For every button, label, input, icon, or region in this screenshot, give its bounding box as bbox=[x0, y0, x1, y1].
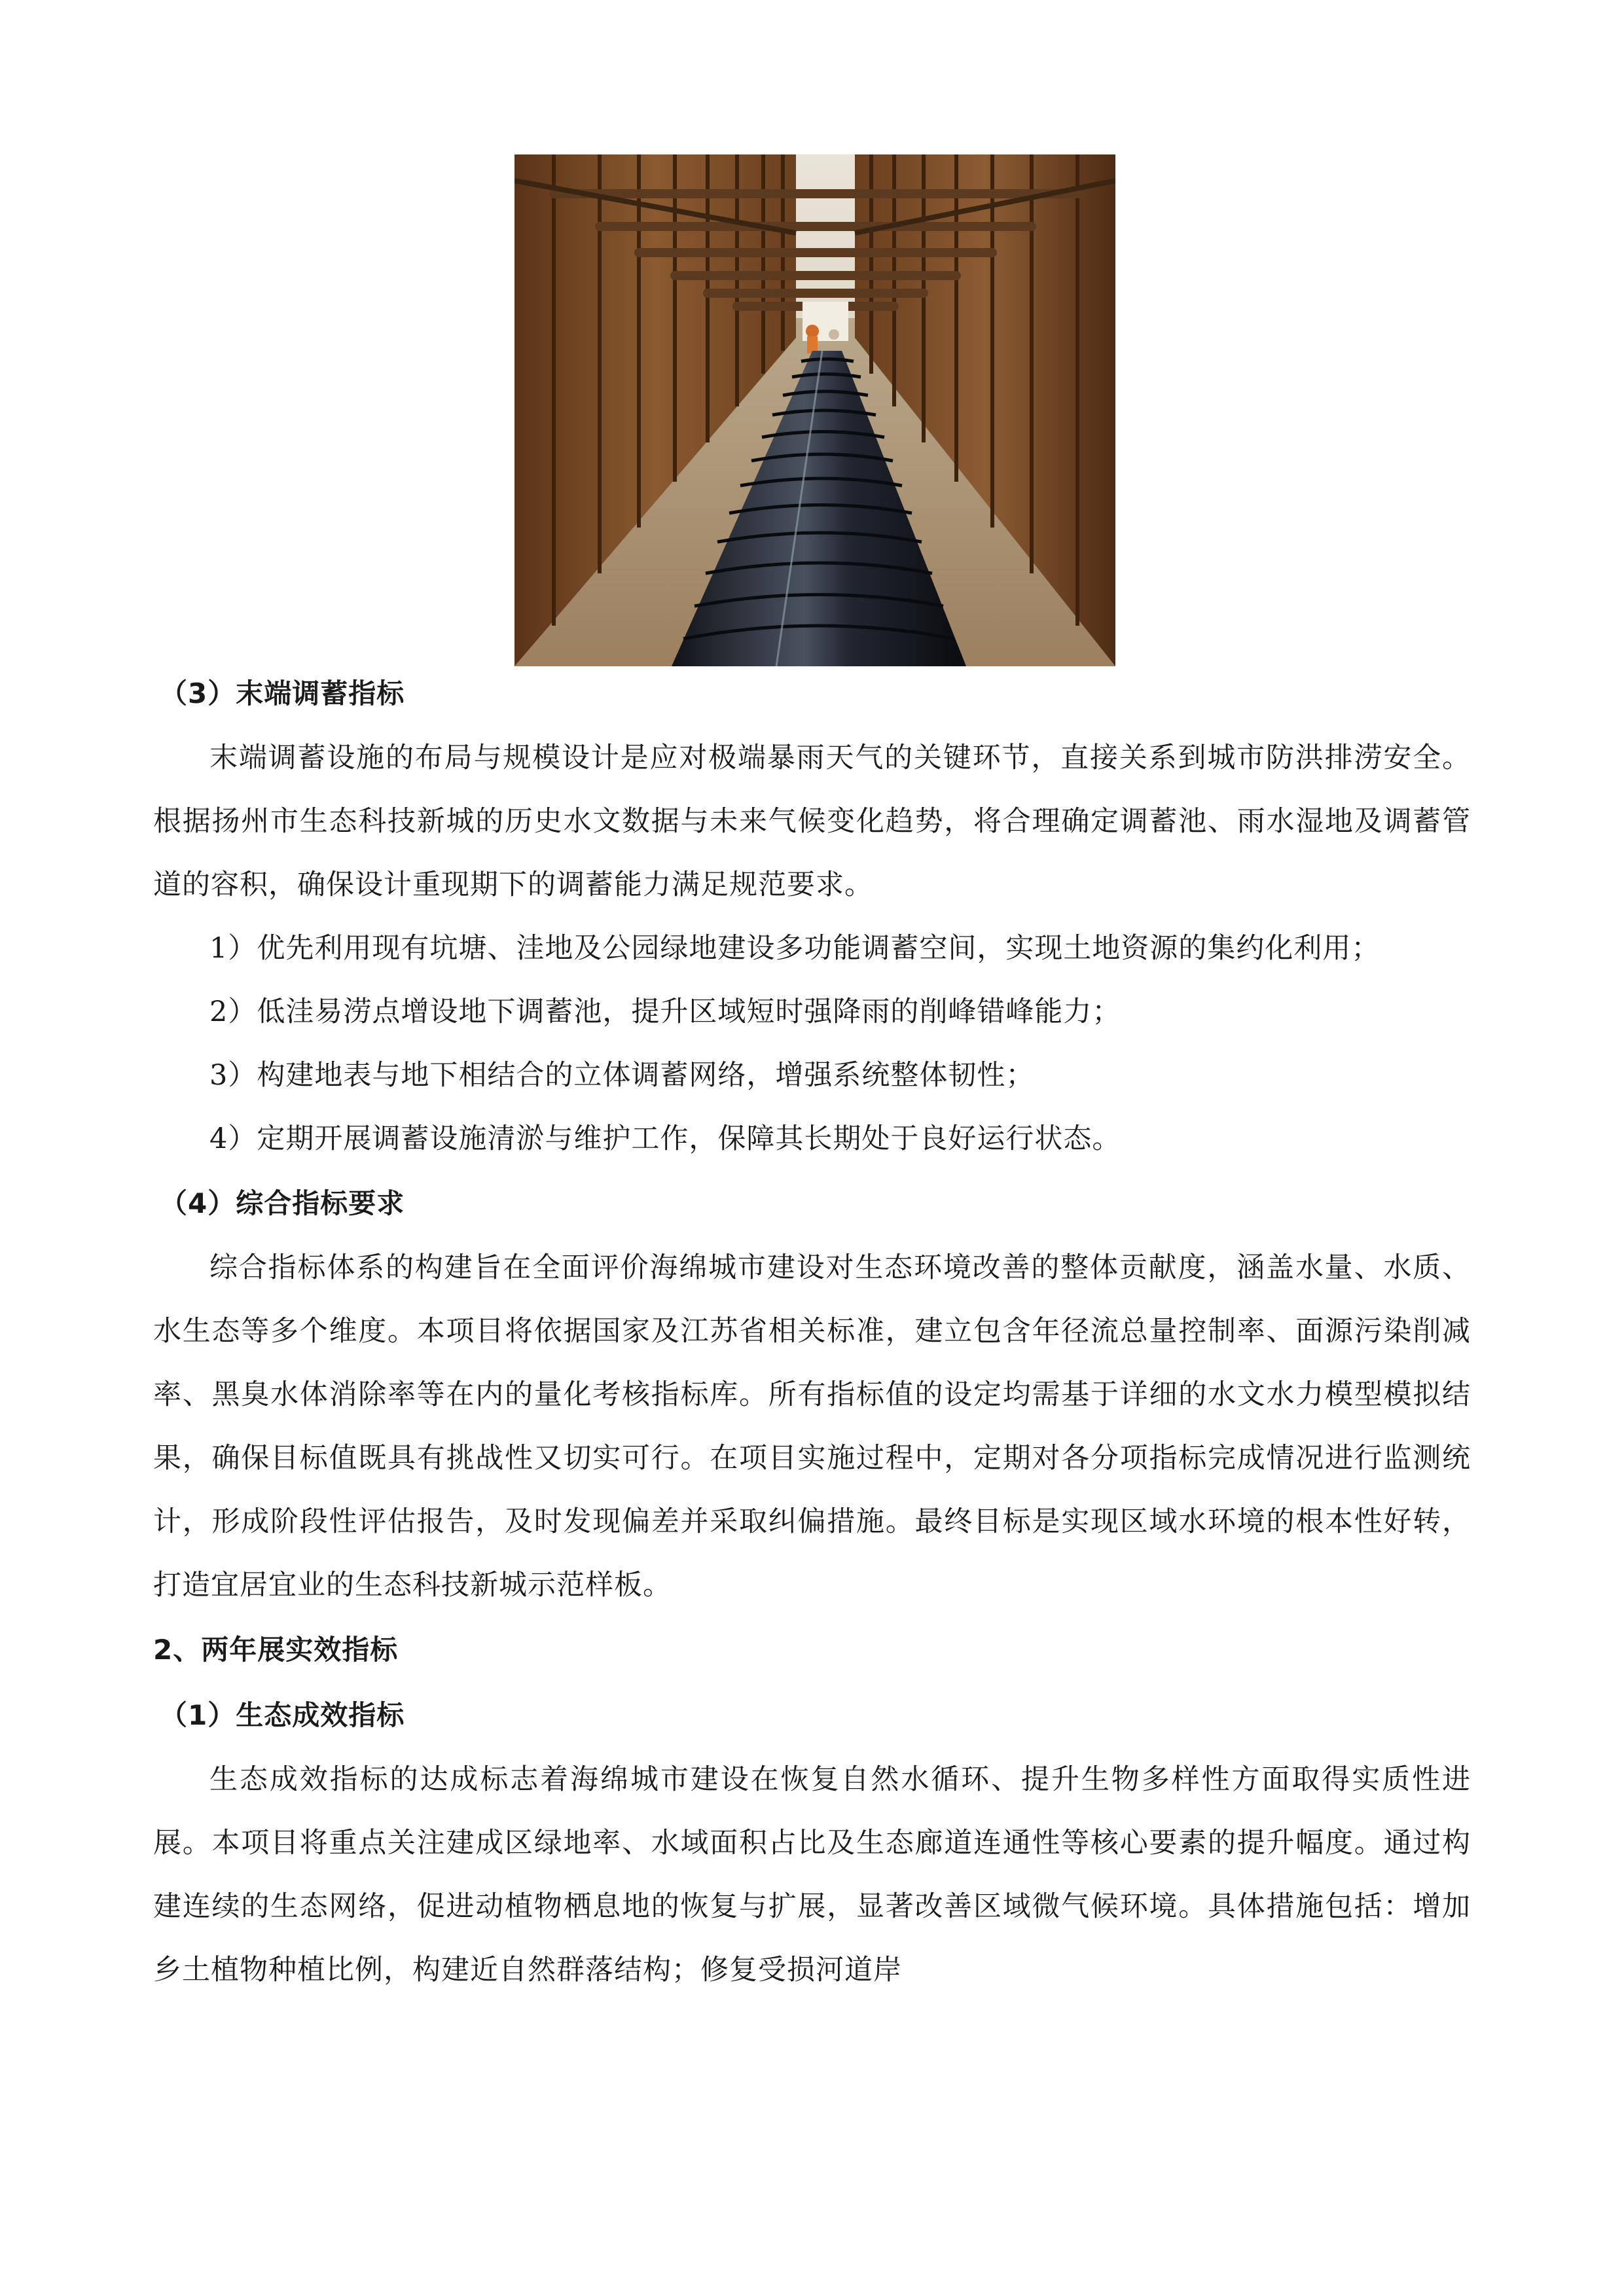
section-3-paragraph: 末端调蓄设施的布局与规模设计是应对极端暴雨天气的关键环节，直接关系到城市防洪排涝安全。根据扬州市生态科技新城的历史水文数据与未来气候变化趋势，将合理确定调蓄池、雨水湿地及调蓄管道的容积，确保设计重现期下的调蓄能力满足规范要求。 bbox=[153, 742, 1471, 901]
section-heading-4: （4）综合指标要求 bbox=[160, 1187, 405, 1219]
section-heading-1: （1）生态成效指标 bbox=[160, 1699, 405, 1731]
chapter-heading-2: 2、两年展实效指标 bbox=[153, 1634, 399, 1666]
document-body bbox=[153, 661, 1471, 2002]
section-3-item-1: 1）优先利用现有坑塘、洼地及公园绿地建设多功能调蓄空间，实现土地资源的集约化利用； bbox=[209, 932, 1380, 965]
section-3-item-4: 4）定期开展调蓄设施清淤与维护工作，保障其长期处于良好运行状态。 bbox=[209, 1122, 1121, 1155]
section-3-item-2: 2）低洼易涝点增设地下调蓄池，提升区域短时强降雨的削峰错峰能力； bbox=[209, 996, 1121, 1028]
section-heading-3: （3）末端调蓄指标 bbox=[160, 677, 405, 709]
section-3-item-3: 3）构建地表与地下相结合的立体调蓄网络，增强系统整体韧性； bbox=[209, 1059, 1035, 1092]
pipe-trench-photo bbox=[514, 154, 1115, 666]
photo-pipe-trench-icon bbox=[514, 154, 1115, 666]
section-1-paragraph: 生态成效指标的达成标志着海绵城市建设在恢复自然水循环、提升生物多样性方面取得实质性进展。本项目将重点关注建成区绿地率、水域面积占比及生态廊道连通性等核心要素的提升幅度。通过构建连续的生态网络，促进动植物栖息地的恢复与扩展，显著改善区域微气候环境。具体措施包括：增加乡土植物种植比例，构建近自然群落结构；修复受损河道岸 bbox=[153, 1763, 1471, 1986]
section-4-paragraph: 综合指标体系的构建旨在全面评价海绵城市建设对生态环境改善的整体贡献度，涵盖水量、水质、水生态等多个维度。本项目将依据国家及江苏省相关标准，建立包含年径流总量控制率、面源污染削减率、黑臭水体消除率等在内的量化考核指标库。所有指标值的设定均需基于详细的水文水力模型模拟结果，确保目标值既具有挑战性又切实可行。在项目实施过程中，定期对各分项指标完成情况进行监测统计，形成阶段性评估报告，及时发现偏差并采取纠偏措施。最终目标是实现区域水环境的根本性好转，打造宜居宜业的生态科技新城示范样板。 bbox=[153, 1251, 1471, 1602]
